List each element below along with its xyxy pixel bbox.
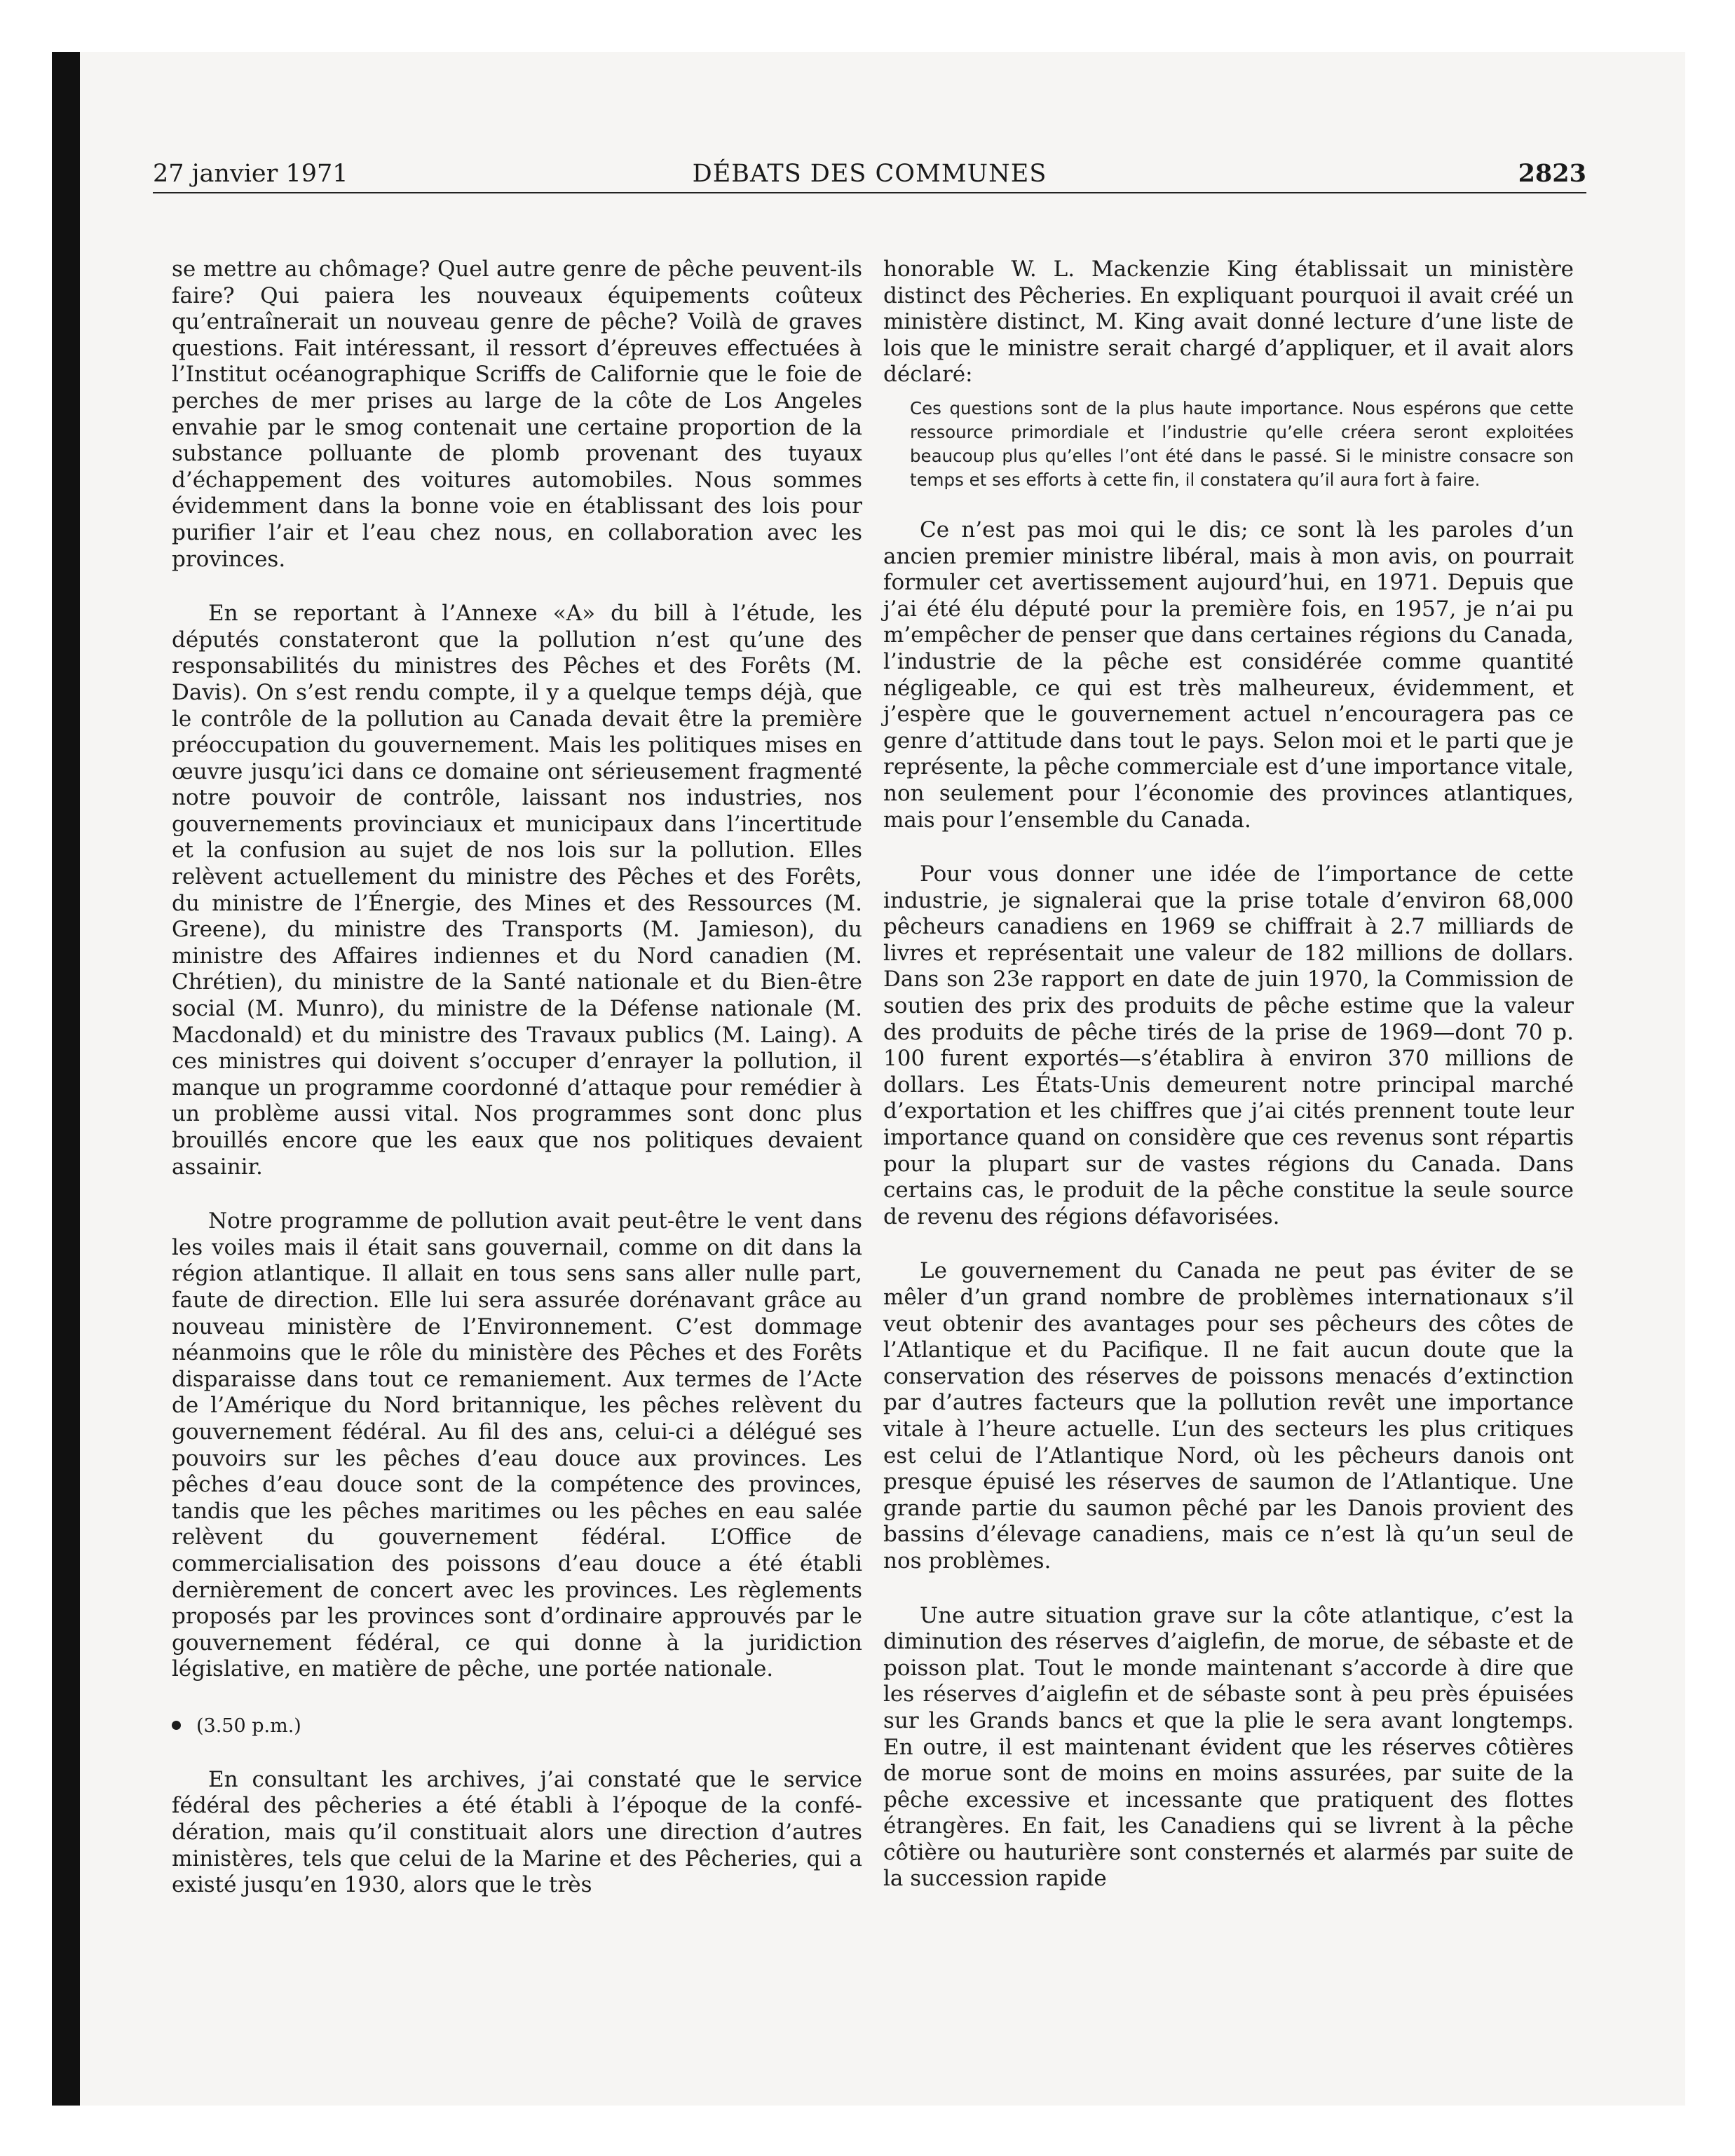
header-date: 27 janvier 1971 — [153, 160, 348, 188]
paragraph: En consultant les archives, j’ai constaté que le service fédéral des pêcheries a été établi à l’époque de la confédération, mais qu’il constituait alors une direction d’autres ministères, tels que celui de la Marine et des Pêcheries, qui a existé jusqu’en 1930, alors que le très — [172, 1766, 862, 1898]
time-marker — [172, 1714, 862, 1739]
header-title: DÉBATS DES COMMUNES — [692, 160, 1047, 188]
page-header — [153, 158, 1586, 193]
paragraph: Une autre situation grave sur la côte atlantique, c’est la diminution des réserves d’aiglefin, de morue, de sébaste et de poisson plat. Tout le monde maintenant s’accorde à dire que les réserves d’aiglefin et de sébaste sont à peu près épuisées sur les Grands bancs et que la plie le sera avant longtemps. En outre, il est maintenant évident que les réserves côtières de morue sont de moins en moins assurées, par suite de la pêche excessive et incessante que pratiquent des flottes étrangères. En fait, les Canadiens qui se livrent à la pêche côtière ou hauturière sont consternés et alarmés par suite de la succession rapide — [883, 1602, 1574, 1892]
right-column — [883, 257, 1574, 1892]
paragraph: Notre programme de pollution avait peut-être le vent dans les voiles mais il était sans gouvernail, comme on dit dans la région atlantique. Il allait en tous sens sans aller nulle part, faute de direction. Elle lui sera assurée dorénavant grâce au nouveau ministère de l’Environnement. C’est dommage néanmoins que le rôle du ministère des Pêches et des Forêts disparaisse dans tout ce remaniement. Aux termes de l’Acte de l’Amérique du Nord britannique, les pêches relèvent du gouvernement fédéral. Au fil des ans, celui-ci a délégué ses pouvoirs sur les pêches d’eau douce aux provinces. Les pêches d’eau douce sont de la compétence des provinces, tandis que les pêches maritimes ou les pêches en eau salée relèvent du gouvernement fédéral. L’Office de commercialisation des poissons d’eau douce a été établi dernièrement de concert avec les provinces. Les règlements proposés par les provinces sont d’ordinaire approuvés par le gouvernement fédéral, ce qui donne à la juridiction législative, en matière de pêche, une portée nationale. — [172, 1208, 862, 1682]
block-quote: Ces questions sont de la plus haute importance. Nous espérons que cette ressource primordiale et l’industrie qu’elle créera seront exploitées beaucoup plus qu’elles l’ont été dans le passé. Si le ministre consacre son temps et ses efforts à cette fin, il constatera qu’il aura fort à faire. — [910, 397, 1574, 490]
paragraph: se mettre au chômage? Quel autre genre de pêche peuvent-ils faire? Qui paiera les nouveaux équipements coûteux qu’entraînerait un nouveau genre de pêche? Voilà de graves questions. Fait intéressant, il ressort d’épreuves effectuées à l’Institut océanographique Scriffs de Californie que le foie de perches de mer prises au large de la côte de Los Angeles envahie par le smog contenait une certaine proportion de la substance polluante de plomb provenant des tuyaux d’échappement des voitures automobiles. Nous sommes évidemment dans la bonne voie en établissant des lois pour purifier l’air et l’eau chez nous, en collaboration avec les provinces. — [172, 257, 862, 572]
timestamp-text: (3.50 p.m.) — [196, 1714, 301, 1737]
paragraph: Pour vous donner une idée de l’importance de cette industrie, je signalerai que la prise totale d’environ 68,000 pêcheurs canadiens en 1969 se chiffrait à 2.7 milliards de livres et représentait une valeur de 182 millions de dollars. Dans son 23e rapport en date de juin 1970, la Commission de soutien des prix des produits de pêche estime que la valeur des produits de pêche tirés de la prise de 1969—dont 70 p. 100 furent exportés—s’établira à environ 370 millions de dollars. Les États-Unis demeurent notre principal marché d’exportation et les chiffres que j’ai cités prennent toute leur importance quand on considère que ces revenus sont répartis pour la plupart sur de vastes régions du Canada. Dans certains cas, le produit de la pêche constitue la seule source de revenu des régions défavorisées. — [883, 861, 1574, 1229]
scan-border — [52, 52, 80, 2106]
left-column — [172, 257, 862, 1899]
bullet-icon — [172, 1721, 181, 1730]
paragraph: Le gouvernement du Canada ne peut pas éviter de se mêler d’un grand nombre de problèmes internationaux s’il veut obtenir des avantages pour ses pêcheurs des côtes de l’Atlantique et du Pacifique. Il ne fait aucun doute que la conservation des réserves de poissons menacés d’extinction par d’autres facteurs que la pollution revêt une importance vitale à l’heure actuelle. L’un des secteurs les plus critiques est celui de l’Atlantique Nord, où les pêcheurs danois ont presque épuisé les réserves de saumon de l’Atlantique. Une grande partie du saumon pêché par les Danois provient des bassins d’élevage canadiens, mais ce n’est là qu’un seul de nos problèmes. — [883, 1258, 1574, 1574]
paragraph: honorable W. L. Mackenzie King établissait un ministère distinct des Pêcheries. En expliquant pourquoi il avait créé un ministère distinct, M. King avait donné lecture d’une liste de lois que le ministre serait chargé d’appliquer, et il avait alors déclaré: — [883, 257, 1574, 388]
header-page-number: 2823 — [1518, 159, 1586, 188]
paragraph: En se reportant à l’Annexe «A» du bill à l’étude, les députés constateront que la pollution n’est qu’une des responsabilités du ministres des Pêches et des Forêts (M. Davis). On s’est rendu compte, il y a quelque temps déjà, que le contrôle de la pollution au Canada devait être la première préoccupation du gouvernement. Mais les politiques mises en œuvre jusqu’ici dans ce domaine ont sérieusement fragmenté notre pouvoir de contrôle, laissant nos industries, nos gouvernements provinciaux et municipaux dans l’incertitude et la confusion au sujet de nos lois sur la pollution. Elles relèvent actuellement du ministre des Pêches et des Forêts, du ministre de l’Énergie, des Mines et des Ressources (M. Greene), du ministre des Transports (M. Jamieson), du ministre des Affaires indiennes et du Nord canadien (M. Chrétien), du ministre de la Santé nationale et du Bien-être social (M. Munro), du ministre de la Défense nationale (M. Macdonald) et du ministre des Travaux publics (M. Laing). A ces ministres qui doivent s’occuper d’enrayer la pollution, il manque un programme coordonné d’attaque pour remédier à un problème aussi vital. Nos programmes sont donc plus brouillés encore que les eaux que nos politiques devaient assainir. — [172, 601, 862, 1180]
paragraph: Ce n’est pas moi qui le dis; ce sont là les paroles d’un ancien premier ministre libéral, mais à mon avis, on pourrait formuler cet avertissement aujourd’hui, en 1971. Depuis que j’ai été élu député pour la première fois, en 1957, je n’ai pu m’empêcher de penser que dans certaines régions du Canada, l’industrie de la pêche est considérée comme quantité négligeable, ce qui est très malheureux, évidemment, et j’espère que le gouvernement actuel n’encouragera pas ce genre d’attitude dans tout le pays. Selon moi et le parti que je représente, la pêche commerciale est d’une importance vitale, non seulement pour l’économie des provinces atlantiques, mais pour l’ensemble du Canada. — [883, 517, 1574, 833]
